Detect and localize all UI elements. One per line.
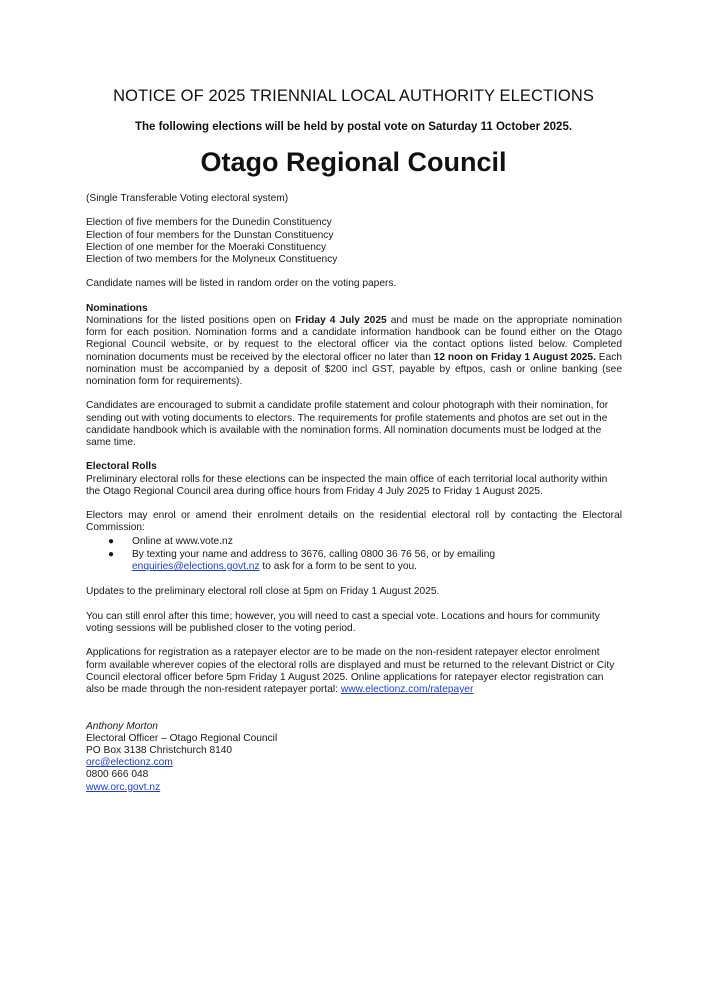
candidate-order-note: Candidate names will be listed in random order on the voting papers.: [86, 278, 397, 290]
nominations-close-date: 12 noon on Friday 1 August 2025.: [433, 351, 596, 363]
officer-name: Anthony Morton: [86, 720, 158, 732]
election-list: [86, 217, 622, 266]
enquiries-email-link[interactable]: enquiries@elections.govt.nz: [132, 561, 260, 572]
nominations-heading: Nominations: [86, 302, 148, 314]
council-website-link[interactable]: www.orc.govt.nz: [86, 781, 161, 793]
electoral-rolls-heading: Electoral Rolls: [86, 461, 157, 473]
officer-phone: 0800 666 048: [86, 769, 149, 781]
nominations-paragraph: Nominations for the listed positions open on Friday 4 July 2025 and must be made on the appropriate nomination form for each position. Nomination forms and a candidate information handbook can be found either on the Otago Regional Council website, or by request to the electoral officer via the contact options listed below. Completed nomination documents must be received by the electoral officer no later than 12 noon on Friday 1 August 2025. Each nomination must be accompanied by a deposit of $200 incl GST, payable by eftpos, cash or online banking (see nomination form for requirements).: [86, 314, 623, 387]
election-item: Election of one member for the Moeraki Constituency: [86, 241, 327, 253]
enrolment-paragraph: Electors may enrol or amend their enrolment details on the residential electoral roll by contacting the Electoral Commission:: [86, 510, 622, 534]
election-item: Election of two members for the Molyneux Constituency: [86, 254, 338, 265]
bullet-icon: ●: [108, 548, 115, 560]
postal-address: PO Box 3138 Christchurch 8140: [86, 744, 233, 756]
special-vote-paragraph: You can still enrol after this time; however, you will need to cast a special vote. Locations and hours for community voting sessions will be published closer to the voting period.: [86, 610, 600, 634]
officer-role: Electoral Officer – Otago Regional Council: [86, 732, 278, 744]
list-item: ● Online at www.vote.nz: [108, 535, 233, 547]
candidate-profile-paragraph: Candidates are encouraged to submit a candidate profile statement and colour photograph with their nomination, for sending out with voting documents to electors. The requirements for profile statements and photos are set out in the candidate handbook which is available with the nomination forms. All nomination documents must be lodged at the same time.: [86, 400, 609, 448]
roll-close-paragraph: Updates to the preliminary electoral roll close at 5pm on Friday 1 August 2025.: [86, 586, 440, 598]
notice-subheading: The following elections will be held by postal vote on Saturday 11 October 2025.: [134, 121, 573, 133]
council-title: Otago Regional Council: [200, 147, 507, 177]
election-item: Election of four members for the Dunstan Constituency: [86, 229, 334, 241]
list-item: ● By texting your name and address to 3676, calling 0800 36 76 56, or by emailing enquiries@elections.govt.nz to ask for a form to be sent to you.: [108, 548, 496, 572]
notice-heading: NOTICE OF 2025 TRIENNIAL LOCAL AUTHORITY ELECTIONS: [113, 87, 594, 105]
ratepayer-paragraph: Applications for registration as a ratepayer elector are to be made on the non-resident ratepayer elector enrolment form available wherever copies of the electoral rolls are displayed and must be returned to the relevant District or City Council electoral officer before 5pm Friday 1 August 2025. Online applications for ratepayer elector registration can also be made through the non-resident ratepayer portal: www.electionz.com/ratepayer: [86, 647, 615, 695]
ratepayer-portal-link[interactable]: www.electionz.com/ratepayer: [340, 683, 474, 695]
notice-body: [86, 193, 622, 794]
signature-block: [86, 721, 622, 794]
electoral-rolls-paragraph: Preliminary electoral rolls for these elections can be inspected the main office of each territorial local authority within the Otago Regional Council area during office hours from Friday 4 July 2025 to Friday 1 August 2025.: [86, 473, 608, 497]
enrolment-options-list: [86, 536, 622, 574]
election-item: Election of five members for the Dunedin Constituency: [86, 217, 332, 229]
bullet-icon: ●: [108, 535, 115, 547]
nominations-open-date: Friday 4 July 2025: [295, 314, 387, 326]
officer-email-link[interactable]: orc@electionz.com: [86, 757, 173, 769]
voting-system: (Single Transferable Voting electoral system): [86, 193, 289, 204]
